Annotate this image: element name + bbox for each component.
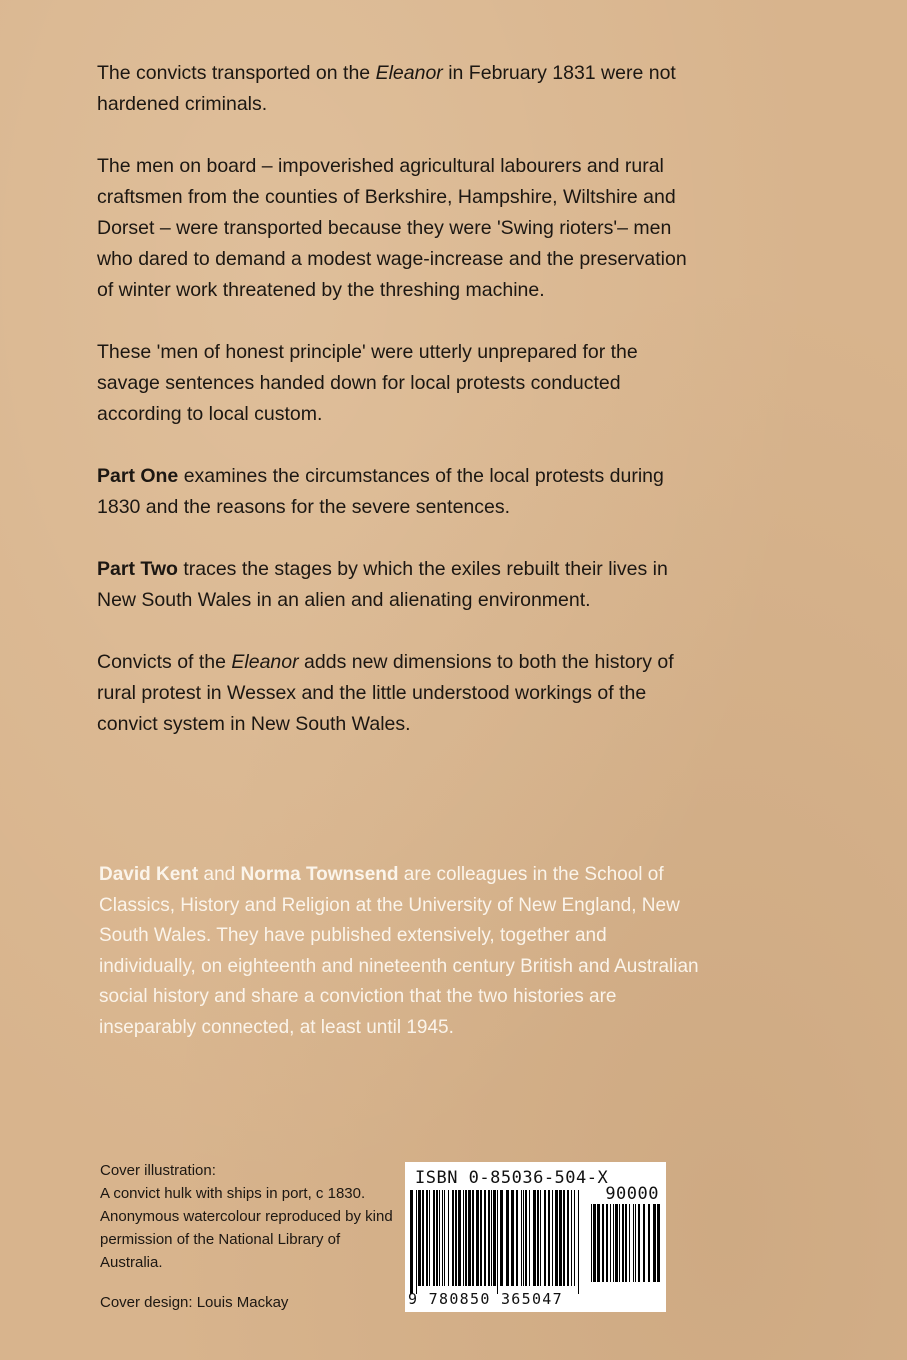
- blurb-paragraph-2: The men on board – impoverished agricultural labourers and rural craftsmen from the counties of Berkshire, Hampshire, Wiltshire and Dorset – were transported because they were 'Swing rioters'– men who dared to demand a modest wage-increase and the preservation of winter work threatened by the threshing machine.: [97, 155, 687, 301]
- cover-design-credit: Cover design: Louis Mackay: [100, 1294, 289, 1311]
- barcode-bar: [516, 1190, 518, 1286]
- barcode-bar: [591, 1204, 592, 1282]
- barcode-bar: [625, 1204, 627, 1282]
- barcode-bar: [606, 1204, 608, 1282]
- blurb-paragraph-part-two: Part Two traces the stages by which the exiles rebuilt their lives in New South Wales in an alien and alienating environment.: [97, 558, 668, 611]
- barcode-bar: [537, 1190, 539, 1286]
- barcode-bar: [426, 1190, 428, 1286]
- barcode-bar: [429, 1190, 430, 1286]
- isbn-label: ISBN 0-85036-504-X: [415, 1168, 609, 1188]
- barcode-bar: [540, 1190, 541, 1286]
- barcode-bar: [488, 1190, 490, 1286]
- price-code-label: 90000: [605, 1184, 659, 1204]
- barcode-bar: [633, 1204, 634, 1282]
- barcode-bar: [563, 1190, 565, 1286]
- barcode-bar: [439, 1190, 440, 1286]
- barcode-bar: [548, 1190, 550, 1286]
- barcode-bar: [442, 1190, 443, 1286]
- blurb: [97, 58, 697, 771]
- barcode-bar: [610, 1204, 611, 1282]
- illustration-text: A convict hulk with ships in port, c 1830. Anonymous watercolour reproduced by kind permission of the National Library of Australia.: [100, 1185, 393, 1271]
- author-name-1: David Kent: [99, 864, 199, 885]
- blurb-paragraph-part-one: Part One examines the circumstances of the local protests during 1830 and the reasons for the severe sentences.: [97, 465, 664, 518]
- barcode-bar: [638, 1204, 640, 1282]
- barcode-bar: [491, 1190, 492, 1286]
- barcode-bar: [523, 1190, 524, 1286]
- barcode-bar: [468, 1190, 471, 1286]
- ship-name: Eleanor: [375, 62, 443, 84]
- blurb-paragraph-6: Convicts of the Eleanor adds new dimensions to both the history of rural protest in Wessex and the little understood workings of the convict system in New South Wales.: [97, 651, 674, 735]
- barcode-bar: [525, 1190, 527, 1286]
- barcode-bar: [629, 1204, 630, 1282]
- barcode-bar: [500, 1190, 503, 1286]
- illustration-heading: Cover illustration:: [100, 1162, 216, 1179]
- barcode-bar: [653, 1204, 656, 1282]
- barcode-bar: [484, 1190, 486, 1286]
- addon-bars: [589, 1204, 661, 1290]
- barcode-bar: [463, 1190, 464, 1286]
- barcode-bar: [448, 1190, 449, 1286]
- barcode-bar: [574, 1190, 575, 1286]
- barcode-bar: [455, 1190, 457, 1286]
- barcode-bar: [643, 1204, 645, 1282]
- barcode-bar: [506, 1190, 509, 1286]
- author-bio: David Kent and Norma Townsend are colleagues in the School of Classics, History and Religion at the University of New England, New South Wales. They have published extensively, together and individually, on eighteenth and nineteenth century British and Australian social history and share a conviction that the two histories are inseparably connected, at least until 1945.: [99, 864, 699, 1038]
- barcode-bar: [648, 1204, 650, 1282]
- author-name-2: Norma Townsend: [240, 864, 399, 885]
- barcode-bar: [497, 1190, 498, 1294]
- barcode-bar: [602, 1204, 604, 1282]
- barcode-bar: [410, 1190, 413, 1294]
- barcode-bar: [436, 1190, 438, 1286]
- barcode-bar: [521, 1190, 522, 1286]
- barcode-bar: [458, 1190, 461, 1286]
- barcode-bar: [597, 1204, 600, 1282]
- blurb-paragraph-3: These 'men of honest principle' were utterly unprepared for the savage sentences handed down for local protests conducted according to local custom.: [97, 341, 638, 425]
- barcode-bar: [472, 1190, 474, 1286]
- barcode-bar: [511, 1190, 514, 1286]
- cover-illustration-credit: [100, 1159, 400, 1274]
- barcode-bar: [571, 1190, 572, 1286]
- barcode-bar: [480, 1190, 482, 1286]
- barcode-bar: [635, 1204, 636, 1282]
- barcode-bar: [529, 1190, 530, 1286]
- barcode-bar: [555, 1190, 558, 1286]
- barcode-bar: [476, 1190, 479, 1286]
- barcode-bar: [615, 1204, 618, 1282]
- barcode-bar: [657, 1204, 660, 1282]
- barcode-bar: [622, 1204, 624, 1282]
- barcode-bar: [567, 1190, 569, 1286]
- barcode-bar: [433, 1190, 435, 1286]
- barcode-bar: [552, 1190, 553, 1286]
- barcode-bar: [559, 1190, 562, 1286]
- barcode-bar: [593, 1204, 596, 1282]
- barcode-bar: [493, 1190, 496, 1286]
- barcode-bar: [578, 1190, 579, 1294]
- part-two-label: Part Two: [97, 558, 178, 580]
- barcode-bar: [416, 1190, 417, 1294]
- barcode-bar: [452, 1190, 454, 1286]
- barcode-bar: [544, 1190, 546, 1286]
- barcode-bar: [422, 1190, 424, 1286]
- part-one-label: Part One: [97, 465, 179, 487]
- barcode-bar: [533, 1190, 536, 1286]
- ean-digits: 9 780850 365047: [408, 1290, 563, 1308]
- barcode-bar: [465, 1190, 467, 1286]
- barcode-bar: [418, 1190, 421, 1286]
- ship-name: Eleanor: [231, 651, 299, 673]
- barcode-bar: [619, 1204, 620, 1282]
- ean-bars: [408, 1190, 584, 1294]
- barcode-bar: [613, 1204, 614, 1282]
- barcode-bar: [444, 1190, 445, 1286]
- blurb-paragraph-1: The convicts transported on the Eleanor in February 1831 were not hardened criminals.: [97, 62, 676, 115]
- isbn-barcode: [405, 1162, 666, 1312]
